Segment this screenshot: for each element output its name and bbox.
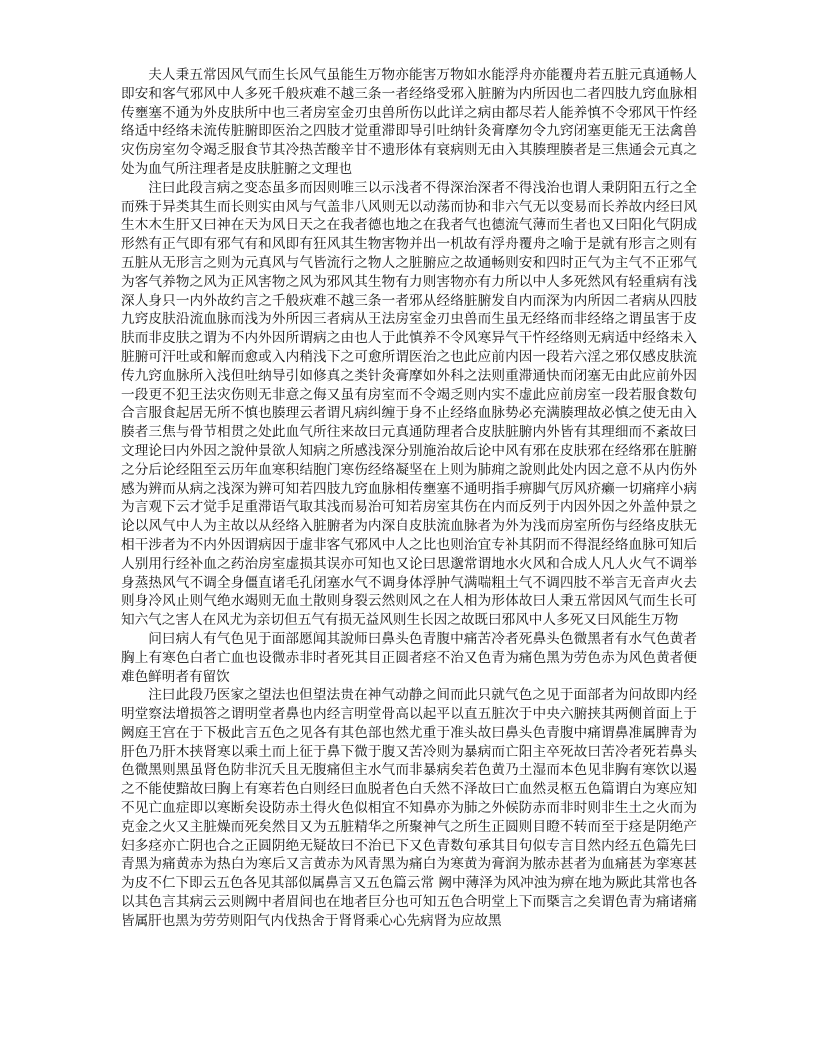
paragraph-4: 注曰此段乃医家之望法也但望法贵在神气动静之间而此只就气色之见于面部者为问故即内经明堂察法增损答之谓明堂者鼻也内经言明堂骨高以起平以直五脏次于中央六腑挟其两侧首面上于阙庭王宫在于下极此言五色之见各有其色部也然尤重于准头故曰鼻头色青腹中痛谓鼻准属脾青为肝色乃肝木挟肾寒以乘土而上征于鼻下微于腹又苦冷则为暴病而亡阳主卒死故曰苦冷者死若鼻头色微黑则黑虽肾色防非沉夭且无腹痛但主水气而非暴病矣若色黄乃土湿而本色见非胸有寒饮以遏之不能使黯故曰胸上有寒若色白则经曰血脱者色白夭然不泽故曰亡血然灵枢五色篇谓白为寒应知不见亡血症即以寒断矣设防赤土得火色似相宜不知鼻亦为肺之外候防赤而非时则非生土之火而为克金之火又主脏燥而死矣然目又为五脏精华之所聚神气之所生正圆则目瞪不转而至于痉是阴绝产妇多痉亦亡阴也合之正圆阴绝无疑故曰不治已下又色青数句承其目句似专言目然内经五色篇先曰青黑为痛黄赤为热白为寒后又言黄赤为风青黑为痛白为寒黄为膏润为脓赤甚者为血痛甚为挛寒甚为皮不仁下即云五色各见其部似属鼻言又五色篇云常 阙中薄泽为风冲浊为痹在地为厥此其常也各以其色言其病云云则阙中者眉间也在地者巨分也可知五色合明堂上下而槩言之矣谓色青为痛诸痛皆属肝也黑为劳劳则阳气内伐热舍于肾肾乘心心先病肾为应故黑 [121, 687, 697, 929]
paragraph-1: 夫人秉五常因风气而生长风气虽能生万物亦能害万物如水能浮舟亦能覆舟若五脏元真通畅人即安和客气邪风中人多死千般疢难不越三条一者经络受邪入脏腑为内所因也二者四肢九窍血脉相传壅塞不通为外皮肤所中也三者房室金刃虫兽所伤以此详之病由都尽若人能养慎不令邪风干忤经络适中经络未流传脏腑即医治之四肢才觉重滞即导引吐纳针灸膏摩勿令九窍闭塞更能无王法禽兽灾伤房室勿令竭乏服食节其冷热苦酸辛甘不遗形体有衰病则无由入其腠理腠者是三焦通会元真之处为血气所注理者是皮肤脏腑之文理也 [121, 67, 697, 177]
paragraph-2: 注曰此段言病之变态虽多而因则唯三以示浅者不得深治深者不得浅治也谓人秉阴阳五行之全而殊于异类其生而长则实由风与气盖非八风则无以动荡而协和非六气无以变易而长养故内经曰风生木木生肝又曰神在天为风日天之在我者德也地之在我者气也德流气薄而生者也又曰阳化气阴成形然有正气即有邪气有和风即有狂风其生物害物并出一机故有浮舟覆舟之喻于是就有形言之则有五脏从无形言之则为元真风与气皆流行之物人之脏腑应之故通畅则安和四时正气为主气不正邪气为客气养物之风为正风害物之风为邪风其生物有力则害物亦有力所以中人多死然风有轻重病有浅深人身只一内外故约言之千般疢难不越三条一者邪从经络脏腑发自内而深为内所因二者病从四肢九窍皮肤沿流血脉而浅为外所因三者病从王法房室金刃虫兽而生虽无经络而非经络之谓虽害于皮肤而非皮肤之谓为不内外因所谓病之由也人于此慎养不令风寒异气干忤经络则无病适中经络未入脏腑可汗吐或和解而愈或入内稍浅下之可愈所谓医治之也此应前内因一段若六淫之邪仅感皮肤流传九窍血脉所入浅但吐纳导引如修真之类针灸膏摩如外科之法则重滞通快而闭塞无由此应前外因一段更不犯王法灾伤则无非意之侮又虽有房室而不令竭乏则内实不虚此应前房室一段若服食数句合言服食起居无所不慎也腠理云者谓凡病纠缠于身不止经络血脉势必充满腠理故必慎之使无由入腠者三焦与骨节相贯之处此血气所往来故曰元真通防理者合皮肤脏腑内外皆有其理细而不紊故曰文理论曰内外因之說仲景欲人知病之所感浅深分别施治故后论中风有邪在皮肤邪在经络邪在脏腑之分后论经阻至云历年血寒积结胞门寒伤经络凝坚在上则为肺痈之說则此处内因之意不从内伤外感为辨而从病之浅深为辨可知若四肢九窍血脉相传壅塞不通明指手痹脚气厉风疥癞一切痛痒小病为言观下云才觉手足重滞语气取其浅而易治可知若房室其伤在内而反列于内因外因之外盖仲景之论以风气中人为主故以从经络入脏腑者为内深自皮肤流血脉者为外为浅而房室所伤与经络皮肤无相干涉者为不内外因谓病因于虚非客气邪风中人之比也则治宜专补其阴而不得混经络血脉可知后人别用行经补血之药治房室虚损其误亦可知也又论曰思邈常谓地水火风和合成人凡人火气不调举身蒸热风气不调全身僵直诸毛孔闭塞水气不调身体浮肿气满喘粗土气不调四肢不举言无音声火去则身冷风止则气绝水竭则无血土散则身裂云然则风之在人相为形体故曰人秉五常因风气而生长可知六气之害人在风尤为亲切但五气有损无益风则生长因之故既曰邪风中人多死又曰风能生万物 [121, 179, 697, 629]
document-body [121, 66, 697, 931]
paragraph-3: 问曰病人有气色见于面部愿闻其說师曰鼻头色青腹中痛苦冷者死鼻头色微黑者有水气色黄者胸上有寒色白者亡血也设微赤非时者死其目正圆者痉不治又色青为痛色黑为劳色赤为风色黄者便难色鲜明者有留饮 [121, 630, 697, 685]
